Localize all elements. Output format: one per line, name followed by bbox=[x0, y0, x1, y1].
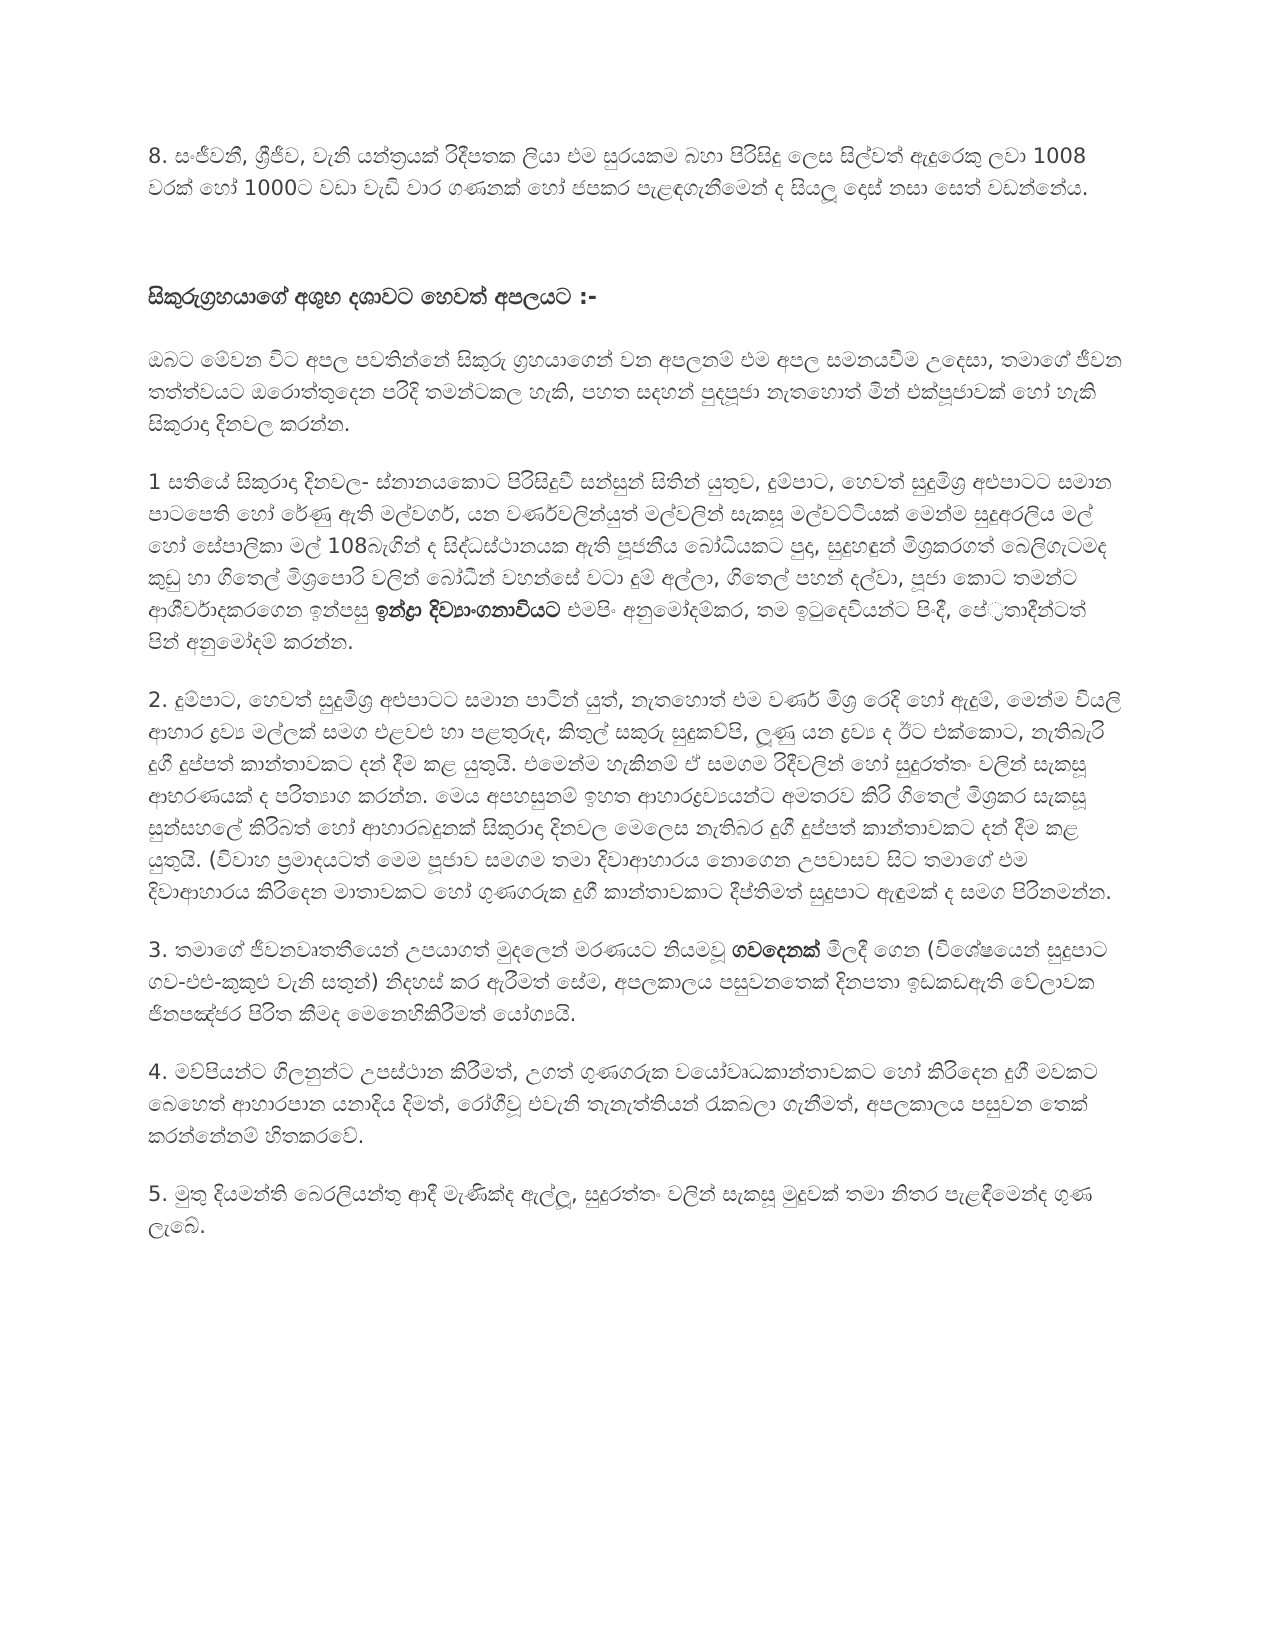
paragraph-1-text-b: එමපිං අනුමෝදම්කර, තම ඉටුදෙවියන්ට පිංදී, පේ්‍රතාදීන්ටත් පින් අනුමෝදම් කරන්න. bbox=[148, 598, 1087, 654]
paragraph-4: 4. මව්පියන්ට ගිලනුන්ට උපස්ථාන කිරීමත්, උගත් ගුණගරුක වයෝවෘධකාන්තාවකට හෝ කිරිදෙන දුගී මවකට බෙහෙත් ආහාරපාන යනාදිය දිමත්, රෝගීවූ එවැනි තැනැත්තියන් රැකබලා ගැනීමත්, අපලකාලය පසුවන තෙක් කරන්නේනම් හිතකරවේ. bbox=[148, 1060, 1098, 1148]
intro-paragraph: ඔබට මේවන විට අපල පවතින්නේ සිකුරු ග්‍රහයාගෙන් වන අපලනම් එම අපල සමනයවීම උදෙසා, තමාගේ ජීවන තත්ත්වයට ඔරොත්තුදෙන පරිදි තමන්ටකල හැකි, පහත සදහන් පුදපූජා නැතහොත් මින් එක්පූජාවක් හෝ හැකි සිකුරාදා දිනවල කරන්න. bbox=[148, 348, 1123, 436]
paragraph-1-bold-text: ඉන්ද්‍රා දිව්‍යාංගනාවියට bbox=[375, 598, 561, 622]
document-page bbox=[148, 140, 1123, 1268]
paragraph-3-bold-text: ගවදෙනක් bbox=[732, 938, 820, 962]
paragraph-8: 8. සංජීවනී, ශ්‍රීජීව, වැනි යන්ත්‍රයක් රිදීපතක ලියා එම සුරයකම බහා පිරිසිදු ලෙස සිල්වත් ඇදුරෙකු ලවා 1008 වරක් හෝ 1000ට වඩා වැඩි වාර ගණනක් හෝ ජපකර පැළඳගැනීමෙන් ද සියලූ දොස් නසා සෙත් වඩන්නේය. bbox=[148, 144, 1089, 200]
paragraph-1 bbox=[148, 466, 1123, 658]
paragraph-2: 2. දුම්පාට, හෙවත් සුදුමිශ්‍ර අළුපාටට සමාන පාටින් යුත්, නැතහොත් එම වර්ණ මිශ්‍ර රෙදි හෝ ඇදුම්, මෙන්ම වියලි ආහාර ද්‍රව්‍ය මල්ලක් සමග එළවළු හා පළතුරුද, කිතුල් සකුරු සුදුකව්පි, ලූණු යන ද්‍රව්‍ය ද ඊට එක්කොට, නැතිබැරි දුගී දුප්පත් කාන්තාවකට දන් දීම කළ යුතුයි. එමෙන්ම හැකිනම් ඒ සමගම රිදීවලින් හෝ සුදුරත්තං වලින් සැකසූ ආභරණයක් ද පරිත්‍යාග කරන්න. මෙය අපහසුනම් ඉහත ආහාරද්‍රව්‍යයන්ට අමතරව කිරි ගිතෙල් මිශ්‍රකර සැකසූ සුන්සහලේ කිරිබත් හෝ ආහාරබදුනක් සිකුරාදා දිනවල මෙලෙස නැතිබර දුගී දුප්පත් කාන්තාවකට දන් දීම කළ යුතුයි. (විවාහ ප්‍රමාදයටත් මෙම පූජාව සමගම තමා දිවාආහාරය නොගෙන උපවාසව සිට තමාගේ එම දිවාආහාරය කිරිදෙන මාතාවකට හෝ ගුණගරුක දුගී කාන්තාවකාට දීප්තිමත් සුදුපාට ඇඳුමක් ද සමග පිරිනමන්න. bbox=[148, 688, 1122, 904]
paragraph-3-text-a: 3. තමාගේ ජීවනවෘතතීයෙන් උපයාගත් මුදලෙන් මරණයට නියමවූ bbox=[148, 938, 733, 962]
paragraph-3-text-b: මිලදී ගෙන (විශේෂයෙන් සුදුපාට ගව-එළු-කුකුළු වැනි සතුන්) නිදහස් කර ඇරීමත් සේම, අපලකාලය පසුවනතෙක් දිනපතා ඉඩකඩඇති වේලාවක ජිනපඤ්ජර පිරිත කීමද මෙනෙහිකිරීමත් යෝග්‍යයි. bbox=[148, 938, 1108, 1026]
paragraph-5: 5. මුතු දියමන්ති බෙරලියන්තු ආදී මැණික්ද ඇල්ලූ, සුදුරත්තං වලින් සැකසූ මුදුවක් තමා නිතර පැළඳීමෙන්ද ගුණ ලැබේ. bbox=[148, 1182, 1093, 1238]
paragraph-1-text-a: 1 සතියේ සිකුරාදා දිනවල- ස්නානයකොට පිරිසිදුවී සන්සුන් සිතින් යුතුව, දුම්පාට, හෙවත් සුදුමිශ්‍ර අළුපාටට සමාන පාටපෙති හෝ රේණු ඇති මල්වර්ග, යන වර්ණවලින්යුත් මල්වලින් සැකසූ මල්වට්ටියක් මෙන්ම සුදුඅරලිය මල් හෝ සේපාලිකා මල් 108බැගින් ද සිද්ධස්ථානයක ඇති පූජනීය බෝධියකට පුදා, සුදුහඳුන් මිශ්‍රකරගත් බෙලිගැටමද කුඩු හා ගිතෙල් මිශ්‍රපොරි වලින් බෝධීන් වහන්සේ වටා දුම් අල්ලා, ගිතෙල් පහන් දල්වා, පූජා කොට තමන්ට ආශීර්වාදකරගෙන ඉන්පසු bbox=[148, 470, 1112, 622]
paragraph-3 bbox=[148, 934, 1123, 1030]
section-heading: සිකුරුග්‍රහයාගේ අශුභ දශාවට හෙවත් අපලයට :- bbox=[148, 285, 597, 310]
